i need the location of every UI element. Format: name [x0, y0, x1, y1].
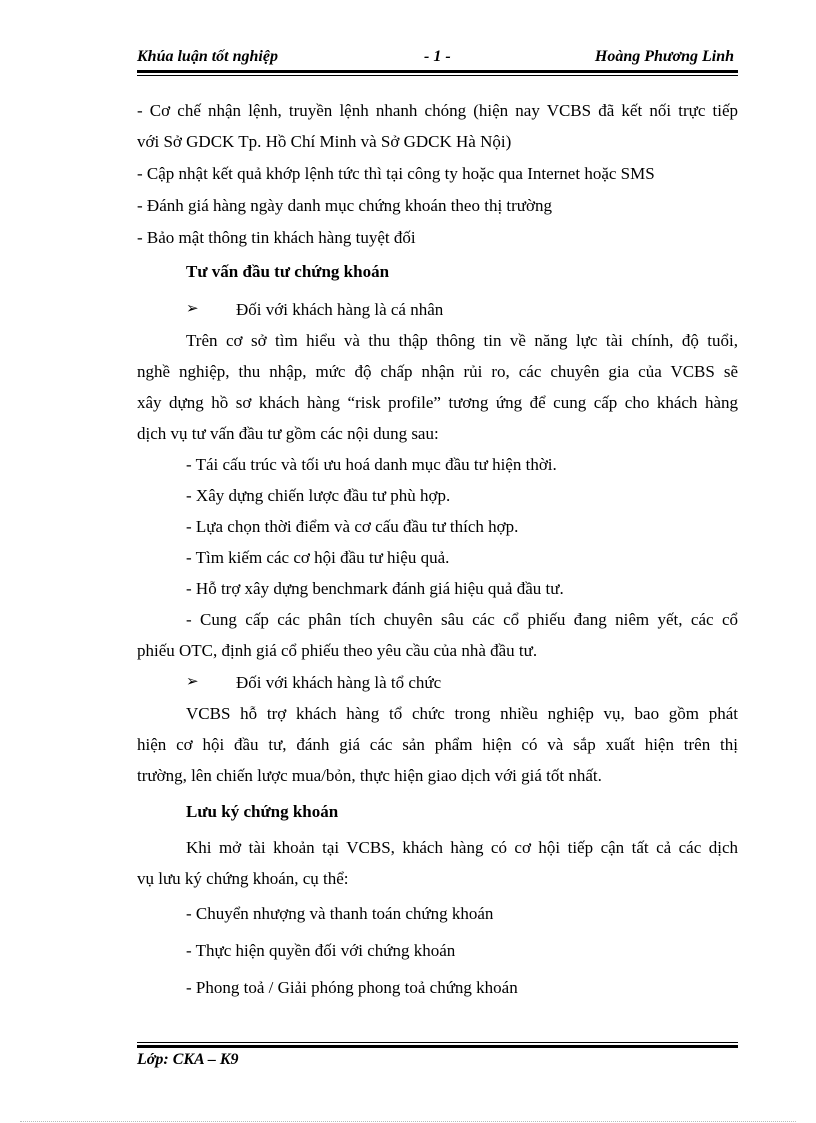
list-item-continuation: phiếu OTC, định giá cổ phiếu theo yêu cầu của nhà đầu tư.	[137, 641, 538, 660]
paragraph-line: với Sở GDCK Tp. Hồ Chí Minh và Sở GDCK Hà Nội)	[137, 132, 512, 151]
paragraph-line: - Cơ chế nhận lệnh, truyền lệnh nhanh chóng (hiện nay VCBS đã kết nối trực tiếp	[137, 101, 738, 120]
paragraph-line: - Bảo mật thông tin khách hàng tuyệt đối	[137, 228, 416, 247]
paragraph-line: xây dựng hồ sơ khách hàng “risk profile” tương ứng để cung cấp cho khách hàng	[137, 393, 738, 412]
list-item: - Thực hiện quyền đối với chứng khoán	[186, 941, 456, 960]
list-item: - Chuyển nhượng và thanh toán chứng khoán	[186, 904, 494, 923]
paragraph-line: nghề nghiệp, thu nhập, mức độ chấp nhận rủi ro, các chuyên gia của VCBS sẽ	[137, 362, 738, 381]
paragraph-line: - Đánh giá hàng ngày danh mục chứng khoán theo thị trường	[137, 196, 553, 215]
paragraph-line: hiện cơ hội đầu tư, đánh giá các sản phẩm hiện có và sắp xuất hiện trên thị	[137, 735, 738, 754]
paragraph-line: Trên cơ sở tìm hiểu và thu thập thông tin về năng lực tài chính, độ tuổi,	[186, 331, 738, 350]
paragraph-line: - Cập nhật kết quả khớp lệnh tức thì tại công ty hoặc qua Internet hoặc SMS	[137, 164, 655, 183]
paragraph-line: trường, lên chiến lược mua/bỏn, thực hiện giao dịch với giá tốt nhất.	[137, 766, 602, 785]
footer-rule-thin	[137, 1042, 738, 1043]
arrow-bullet-icon: ➢	[186, 674, 199, 690]
list-item: - Tìm kiếm các cơ hội đầu tư hiệu quả.	[186, 548, 450, 567]
list-item: - Cung cấp các phân tích chuyên sâu các cổ phiếu đang niêm yết, các cổ	[186, 610, 738, 629]
paragraph-line: vụ lưu ký chứng khoán, cụ thể:	[137, 869, 349, 888]
page-boundary-dotted-line	[20, 1121, 796, 1122]
paragraph-line: VCBS hỗ trợ khách hàng tổ chức trong nhiều nghiệp vụ, bao gồm phát	[186, 704, 738, 723]
list-item: - Phong toả / Giải phóng phong toả chứng khoán	[186, 978, 518, 997]
paragraph-line: dịch vụ tư vấn đầu tư gồm các nội dung sau:	[137, 424, 439, 443]
footer-rule-thick	[137, 1045, 738, 1048]
header-rule-thin	[137, 75, 738, 76]
header-thesis-title: Khúa luận tốt nghiệp	[137, 48, 278, 65]
section-heading-investment-advice: Tư vấn đầu tư chứng khoán	[186, 262, 390, 281]
header-rule-thick	[137, 70, 738, 73]
arrow-bullet-icon: ➢	[186, 301, 199, 317]
list-item: - Tái cấu trúc và tối ưu hoá danh mục đầu tư hiện thời.	[186, 455, 557, 474]
header-page-number: - 1 -	[424, 48, 451, 65]
list-item: - Xây dựng chiến lược đầu tư phù hợp.	[186, 486, 451, 505]
footer-class-label: Lớp: CKA – K9	[137, 1051, 239, 1068]
page-header	[137, 46, 738, 70]
list-item: - Hỗ trợ xây dựng benchmark đánh giá hiệu quả đầu tư.	[186, 579, 564, 598]
subheading-individual-clients: Đối với khách hàng là cá nhân	[236, 300, 444, 319]
section-heading-custody: Lưu ký chứng khoán	[186, 802, 339, 821]
header-author: Hoàng Phương Linh	[594, 48, 734, 65]
paragraph-line: Khi mở tài khoản tại VCBS, khách hàng có cơ hội tiếp cận tất cả các dịch	[186, 838, 738, 857]
subheading-institutional-clients: Đối với khách hàng là tổ chức	[236, 673, 442, 692]
list-item: - Lựa chọn thời điểm và cơ cấu đầu tư thích hợp.	[186, 517, 519, 536]
